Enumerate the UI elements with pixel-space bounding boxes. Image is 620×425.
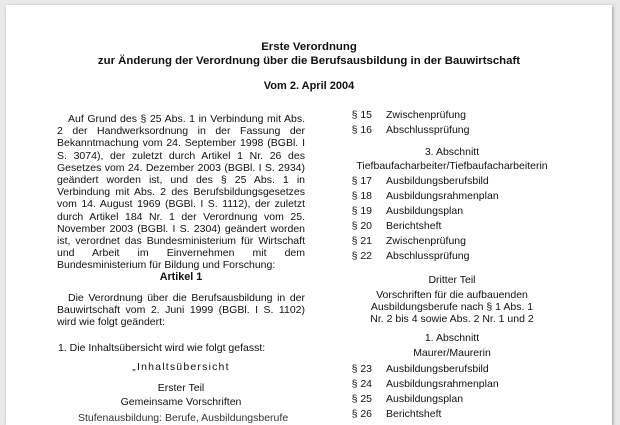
toc-section-number: § 26 <box>351 408 372 420</box>
toc-section-label: Ausbildungsplan <box>386 205 464 217</box>
toc-section-label: Ausbildungsplan <box>386 393 464 405</box>
article-paragraph: Die Verordnung über die Berufsausbildung in der Bauwirtschaft vom 2. Juni 1999 (BGBl. I S. 1102) wird wie folgt geändert: <box>57 292 305 329</box>
document-date: Vom 2. April 2004 <box>263 80 355 92</box>
toc-section-number: § 22 <box>351 250 372 262</box>
toc-section-number: § 18 <box>351 190 372 202</box>
section-3-title: Tiefbaufacharbeiter/Tiefbaufacharbeiterin <box>356 160 548 172</box>
toc-section-number: § 20 <box>351 220 372 232</box>
part-one-subtitle: Gemeinsame Vorschriften <box>120 396 242 408</box>
toc-section-label: Ausbildungsrahmenplan <box>386 190 499 202</box>
toc-section-number: § 15 <box>351 109 372 121</box>
title-line-1: Erste Verordnung <box>261 41 357 53</box>
toc-section-label: Zwischenprüfung <box>386 109 466 121</box>
part-three-line-2: Ausbildungsberufe nach § 1 Abs. 1 <box>370 301 534 313</box>
document-page <box>6 5 612 425</box>
toc-section-label: Ausbildungsrahmenplan <box>386 378 499 390</box>
list-item-1: 1. Die Inhaltsübersicht wird wie folgt gefasst: <box>58 342 266 354</box>
toc-heading: „Inhaltsübersicht <box>132 361 230 373</box>
toc-section-label: Ausbildungsberufsbild <box>386 175 489 187</box>
toc-section-number: § 25 <box>351 393 372 405</box>
toc-section-label: Abschlussprüfung <box>386 250 470 262</box>
preamble-paragraph: Auf Grund des § 25 Abs. 1 in Verbindung mit Abs. 2 der Handwerksordnung in der Fassung der Bekanntmachung vom 24. September 1998 (BGBl. I S. 3074), der zuletzt durch Artikel 1 Nr. 26 des Gesetzes vom 24. Dezember 2003 (BGBl. I S. 2934) geändert worden ist, und des § 25 Abs. 1 in Verbindung mit Abs. 2 des Berufsbildungsgesetzes vom 14. August 1969 (BGBl. I S. 1112), der zuletzt durch Artikel 184 Nr. 1 der Verordnung vom 25. November 2003 (BGBl. I S. 2304) geändert worden ist, verordnet das Bundesministerium für Wirtschaft und Arbeit im Einvernehmen mit dem Bundesministerium für Bildung und Forschung: <box>57 113 305 272</box>
toc-section-label: Ausbildungsberufsbild <box>386 363 489 375</box>
toc-section-number: § 21 <box>351 235 372 247</box>
part-three-line-3: Nr. 2 bis 4 sowie Abs. 2 Nr. 1 und 2 <box>370 313 534 325</box>
toc-section-number: § 24 <box>351 378 372 390</box>
toc-section-label: Abschlussprüfung <box>386 124 470 136</box>
section-1-heading: 1. Abschnitt <box>424 332 480 344</box>
section-1-title: Maurer/Maurerin <box>413 347 491 359</box>
article-title: Artikel 1 <box>159 271 203 283</box>
part-one-title: Erster Teil <box>157 382 205 394</box>
toc-section-label: Berichtsheft <box>386 408 442 420</box>
section-3-heading: 3. Abschnitt <box>424 146 480 158</box>
toc-section-number: § 17 <box>351 175 372 187</box>
toc-section-number: § 16 <box>351 124 372 136</box>
title-line-2: zur Änderung der Verordnung über die Berufsausbildung in der Bauwirtschaft <box>97 55 521 67</box>
part-three-line-1: Vorschriften für die aufbauenden <box>376 289 528 301</box>
toc-section-number: § 23 <box>351 363 372 375</box>
toc-section-label: Zwischenprüfung <box>386 235 466 247</box>
toc-section-number: § 19 <box>351 205 372 217</box>
toc-section-label: Berichtsheft <box>386 220 442 232</box>
part-three-title: Dritter Teil <box>428 274 476 286</box>
truncated-line: Stufenausbildung: Berufe, Ausbildungsberufe <box>78 412 289 424</box>
